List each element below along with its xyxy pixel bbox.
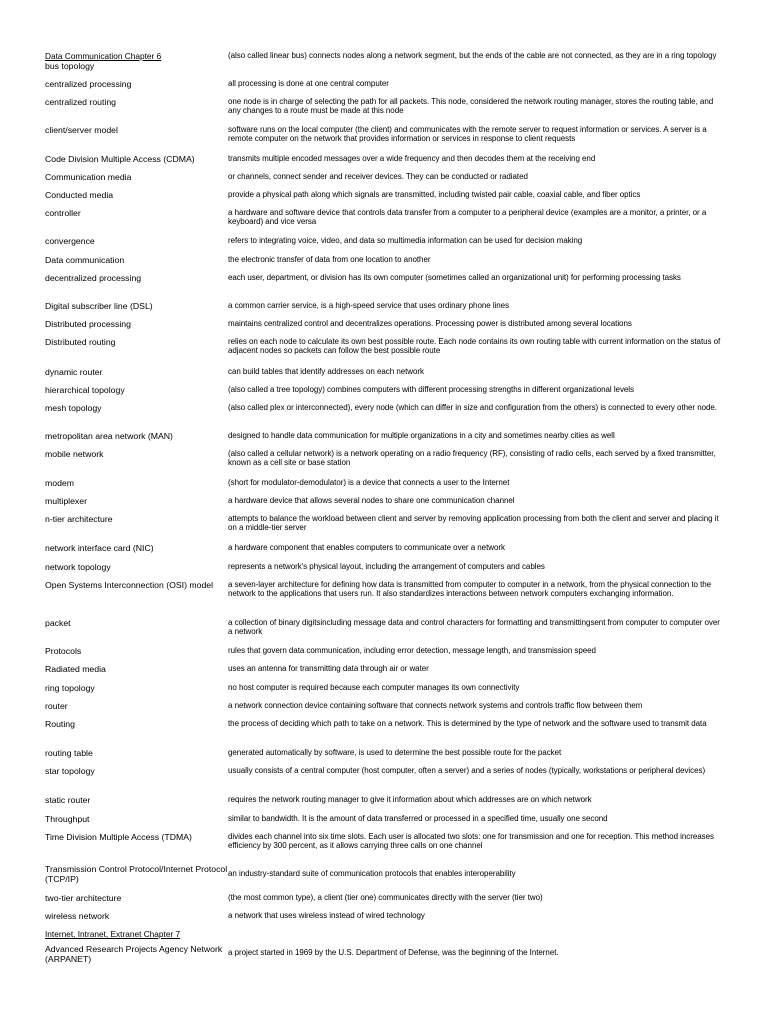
section-heading: Internet, Intranet, Extranet Chapter 7 [45, 929, 181, 939]
glossary-term-cell [45, 682, 228, 693]
glossary-term: Routing [45, 719, 75, 729]
glossary-term: decentralized processing [45, 273, 142, 283]
glossary-term: network topology [45, 562, 111, 572]
glossary-term: Throughput [45, 814, 90, 824]
glossary-definition: usually consists of a central computer (host computer, often a server) and a series of nodes (typically, workstations or peripheral devices) [228, 766, 706, 775]
glossary-definition: no host computer is required because each computer manages its own connectivity [228, 683, 520, 692]
glossary-definition: a hardware device that allows several nodes to share one communication channel [228, 496, 515, 505]
glossary-term-cell [45, 579, 228, 590]
glossary-term-cell [45, 300, 228, 311]
glossary-term-cell [45, 254, 228, 265]
glossary-definition: rules that govern data communication, including error detection, message length, and transmission speed [228, 646, 596, 655]
glossary-row [45, 153, 725, 164]
glossary-term: Code Division Multiple Access (CDMA) [45, 154, 195, 164]
glossary-term: packet [45, 618, 71, 628]
glossary-row [45, 272, 725, 283]
glossary-term: Data communication [45, 255, 125, 265]
glossary-term: bus topology [45, 61, 95, 71]
glossary-term: ring topology [45, 683, 95, 693]
glossary-row [45, 336, 725, 356]
glossary-row [45, 682, 725, 693]
glossary-row [45, 617, 725, 637]
glossary-term-cell [45, 272, 228, 283]
glossary-term: routing table [45, 748, 93, 758]
glossary-definition: software runs on the local computer (the client) and communicates with the remote server to request information or services. A server is a remote computer on the network that provides information or services in response to client requests [228, 125, 707, 144]
glossary-term-cell [45, 495, 228, 506]
glossary-row [45, 700, 725, 711]
glossary-term-cell [45, 78, 228, 89]
glossary-term-cell [45, 747, 228, 758]
glossary-row [45, 207, 725, 227]
glossary-term-cell [45, 831, 228, 842]
glossary-term: n-tier architecture [45, 514, 113, 524]
glossary-definition: each user, department, or division has its own computer (sometimes called an organizational unit) for performing processing tasks [228, 273, 681, 282]
glossary-term: mesh topology [45, 403, 102, 413]
glossary-definition: (also called a cellular network) is a network operating on a radio frequency (RF), consisting of radio cells, each served by a fixed transmitter, known as a cell site or base station [228, 449, 716, 468]
glossary-term: Advanced Research Projects Agency Network (ARPANET) [45, 944, 223, 964]
glossary-definition: (also called plex or interconnected), every node (which can differ in size and configuration from the others) is connected to every other node. [228, 403, 717, 412]
glossary-row [45, 794, 725, 805]
glossary-definition: (also called linear bus) connects nodes along a network segment, but the ends of the cable are not connected, as they are in a ring topology [228, 51, 717, 60]
glossary-term-cell [45, 892, 228, 903]
glossary-row [45, 96, 725, 116]
section-heading-row [45, 928, 725, 939]
glossary-term-cell [45, 366, 228, 377]
glossary-row [45, 495, 725, 506]
glossary-definition: a collection of binary digitsincluding message data and control characters for formatting and transmittingsent from computer to computer over a network [228, 618, 720, 637]
glossary-term: multiplexer [45, 496, 88, 506]
glossary-term-cell [45, 235, 228, 246]
glossary-row [45, 747, 725, 758]
glossary-definition: a seven-layer architecture for defining how data is transmitted from computer to computer in a network, from the physical connection to the network to the applications that users run. It also standardizes interactions between network computers exchanging information. [228, 580, 712, 599]
glossary-definition: transmits multiple encoded messages over a wide frequency and then decodes them at the receiving end [228, 154, 596, 163]
glossary-term-cell [45, 765, 228, 776]
glossary-term: static router [45, 795, 91, 805]
glossary-definition: a hardware component that enables computers to communicate over a network [228, 543, 505, 552]
glossary-term-cell [45, 96, 228, 107]
glossary-term-cell [45, 207, 228, 218]
glossary-definition: maintains centralized control and decentralizes operations. Processing power is distributed among several locations [228, 319, 632, 328]
glossary-row [45, 910, 725, 921]
glossary-row [45, 892, 725, 903]
glossary-term-cell [45, 617, 228, 628]
glossary-term: dynamic router [45, 367, 103, 377]
glossary-term-cell [45, 402, 228, 413]
glossary-definition: provide a physical path along which signals are transmitted, including twisted pair cable, coaxial cable, and fiber optics [228, 190, 641, 199]
glossary-row [45, 235, 725, 246]
glossary-row [45, 561, 725, 572]
glossary-row [45, 318, 725, 329]
glossary-term-cell [45, 336, 228, 347]
glossary-term: Protocols [45, 646, 82, 656]
glossary-term-cell [45, 542, 228, 553]
glossary-row [45, 430, 725, 441]
glossary-definition: the electronic transfer of data from one location to another [228, 255, 431, 264]
glossary-row [45, 943, 725, 964]
glossary-term-cell [45, 863, 228, 884]
glossary-definition: attempts to balance the workload between client and server by removing application processing from both the client and server and placing it on a middle-tier server [228, 514, 719, 533]
glossary-term: mobile network [45, 449, 104, 459]
glossary-definition: divides each channel into six time slots. Each user is allocated two slots: one for transmission and one for reception. This method increases efficiency by 300 percent, as it allows carrying three calls on one channel [228, 832, 714, 851]
glossary-row [45, 50, 725, 71]
glossary-term-cell [45, 384, 228, 395]
glossary-row [45, 300, 725, 311]
glossary-term: metropolitan area network (MAN) [45, 431, 173, 441]
glossary-definition: can build tables that identify addresses on each network [228, 367, 424, 376]
glossary-term: Time Division Multiple Access (TDMA) [45, 832, 192, 842]
glossary-definition: an industry-standard suite of communication protocols that enables interoperability [228, 869, 516, 878]
glossary-row [45, 402, 725, 413]
glossary-row [45, 254, 725, 265]
glossary-row [45, 124, 725, 144]
glossary-term: convergence [45, 236, 95, 246]
glossary-term-cell [45, 910, 228, 921]
glossary-term-cell [45, 663, 228, 674]
glossary-term-cell [45, 153, 228, 164]
glossary-term-cell [45, 171, 228, 182]
glossary-definition: refers to integrating voice, video, and data so multimedia information can be used for decision making [228, 236, 583, 245]
glossary-row [45, 448, 725, 468]
glossary-term: controller [45, 208, 81, 218]
glossary-row [45, 831, 725, 851]
glossary-term-cell [45, 189, 228, 200]
glossary-term: Distributed processing [45, 319, 131, 329]
glossary-term: Transmission Control Protocol/Internet Protocol (TCP/IP) [45, 864, 228, 884]
glossary-term-cell [45, 718, 228, 729]
glossary-term: client/server model [45, 125, 118, 135]
glossary-definition: (short for modulator-demodulator) is a device that connects a user to the Internet [228, 478, 510, 487]
glossary-term: Radiated media [45, 664, 106, 674]
glossary-term: hierarchical topology [45, 385, 125, 395]
glossary-term-cell [45, 318, 228, 329]
glossary-term: Distributed routing [45, 337, 116, 347]
glossary-row [45, 645, 725, 656]
glossary-definition: generated automatically by software, is used to determine the best possible route for the packet [228, 748, 562, 757]
glossary-definition: one node is in charge of selecting the path for all packets. This node, considered the network routing manager, stores the routing table, and any changes to a route must be made at this node [228, 97, 714, 116]
glossary-term-cell [45, 943, 228, 964]
glossary-row [45, 477, 725, 488]
glossary-row [45, 542, 725, 553]
glossary-row [45, 384, 725, 395]
section-title: Data Communication Chapter 6 [45, 51, 162, 61]
glossary-term: modem [45, 478, 74, 488]
glossary-term-cell [45, 50, 228, 71]
glossary-definition: requires the network routing manager to give it information about which addresses are on which network [228, 795, 592, 804]
glossary-term-cell [45, 448, 228, 459]
glossary-row [45, 863, 725, 884]
glossary-row [45, 579, 725, 599]
glossary-definition: a network that uses wireless instead of wired technology [228, 911, 425, 920]
glossary-definition: represents a network's physical layout, including the arrangement of computers and cables [228, 562, 545, 571]
glossary-row [45, 171, 725, 182]
glossary-term-cell [45, 700, 228, 711]
glossary-term: Digital subscriber line (DSL) [45, 301, 153, 311]
glossary-term: Open Systems Interconnection (OSI) model [45, 580, 214, 590]
glossary-row [45, 366, 725, 377]
glossary-term: centralized processing [45, 79, 132, 89]
glossary-term-cell [45, 813, 228, 824]
glossary-term: star topology [45, 766, 95, 776]
glossary-row [45, 189, 725, 200]
glossary-term-cell [45, 794, 228, 805]
glossary-definition: uses an antenna for transmitting data through air or water [228, 664, 429, 673]
glossary-term: centralized routing [45, 97, 116, 107]
glossary-term: Conducted media [45, 190, 114, 200]
glossary-term-cell [45, 124, 228, 135]
glossary-definition: a hardware and software device that controls data transfer from a computer to a peripheral device (examples are a monitor, a printer, or a keyboard) and vice versa [228, 208, 707, 227]
glossary-row [45, 78, 725, 89]
glossary-definition: designed to handle data communication for multiple organizations in a city and sometimes nearby cities as well [228, 431, 615, 440]
glossary-term: network interface card (NIC) [45, 543, 154, 553]
glossary-row [45, 813, 725, 824]
glossary-term: wireless network [45, 911, 110, 921]
glossary-definition: a common carrier service, is a high-speed service that uses ordinary phone lines [228, 301, 510, 310]
glossary-row [45, 663, 725, 674]
glossary-row [45, 513, 725, 533]
glossary-definition: (also called a tree topology) combines computers with different processing strengths in different organizational levels [228, 385, 634, 394]
glossary-row [45, 765, 725, 776]
glossary-term-cell [45, 513, 228, 524]
glossary-term-cell [45, 477, 228, 488]
glossary-term: router [45, 701, 68, 711]
glossary-definition: or channels, connect sender and receiver devices. They can be conducted or radiated [228, 172, 528, 181]
glossary-term-cell [45, 430, 228, 441]
glossary-definition: the process of deciding which path to take on a network. This is determined by the type of network and the software used to transmit data [228, 719, 707, 728]
glossary-definition: a network connection device containing software that connects network systems and controls traffic flow between them [228, 701, 643, 710]
glossary-definition: (the most common type), a client (tier one) communicates directly with the server (tier two) [228, 893, 543, 902]
glossary-term: Communication media [45, 172, 132, 182]
glossary-definition: similar to bandwidth. It is the amount of data transferred or processed in a specified time, usually one second [228, 814, 608, 823]
glossary-term-cell [45, 645, 228, 656]
glossary-row [45, 718, 725, 729]
glossary-term: two-tier architecture [45, 893, 122, 903]
glossary-definition: a project started in 1969 by the U.S. Department of Defense, was the beginning of the Internet. [228, 948, 559, 957]
glossary-definition: relies on each node to calculate its own best possible route. Each node contains its own routing table with current information on the status of adjacent nodes so packets can follow the best possible route [228, 337, 721, 356]
glossary-term-cell [45, 561, 228, 572]
glossary-definition: all processing is done at one central computer [228, 79, 389, 88]
